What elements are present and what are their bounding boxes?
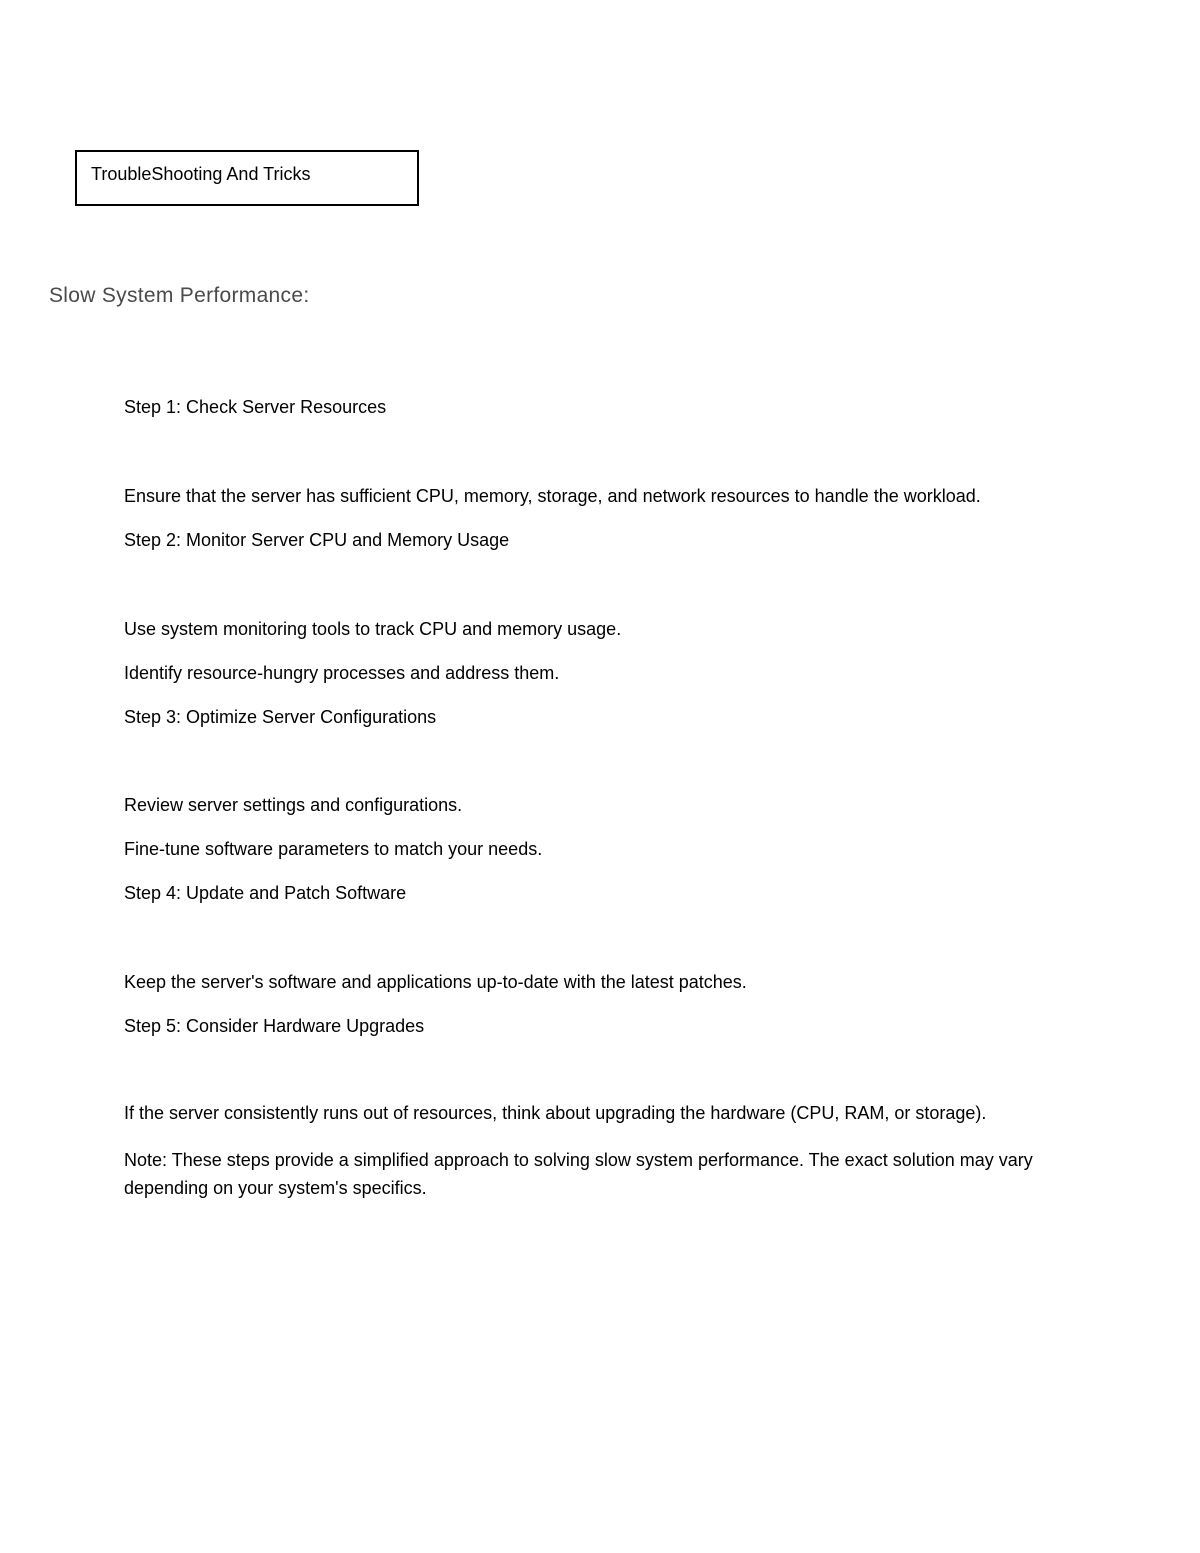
step-2-text-2: Identify resource-hungry processes and address them. — [124, 663, 560, 683]
step-3-text-2: Fine-tune software parameters to match your needs. — [124, 839, 543, 859]
step-1-text: Ensure that the server has sufficient CPU, memory, storage, and network resources to handle the workload. — [124, 486, 981, 506]
step-4-text: Keep the server's software and applications up-to-date with the latest patches. — [124, 972, 747, 992]
step-5-text: If the server consistently runs out of resources, think about upgrading the hardware (CPU, RAM, or storage). — [124, 1103, 987, 1123]
step-3-text-1: Review server settings and configurations. — [124, 795, 463, 815]
step-2-text-1: Use system monitoring tools to track CPU and memory usage. — [124, 619, 622, 639]
step-5-heading: Step 5: Consider Hardware Upgrades — [124, 1016, 425, 1036]
document-title: TroubleShooting And Tricks — [91, 164, 311, 184]
step-4-heading: Step 4: Update and Patch Software — [124, 883, 407, 903]
step-1-heading: Step 1: Check Server Resources — [124, 397, 387, 417]
note-paragraph: Note: These steps provide a simplified approach to solving slow system performance. The exact solution may vary depending on your system's specifics. — [124, 1150, 1033, 1198]
title-box — [75, 150, 419, 206]
step-2-heading: Step 2: Monitor Server CPU and Memory Usage — [124, 530, 510, 550]
section-heading: Slow System Performance: — [49, 284, 310, 307]
step-3-heading: Step 3: Optimize Server Configurations — [124, 707, 437, 727]
